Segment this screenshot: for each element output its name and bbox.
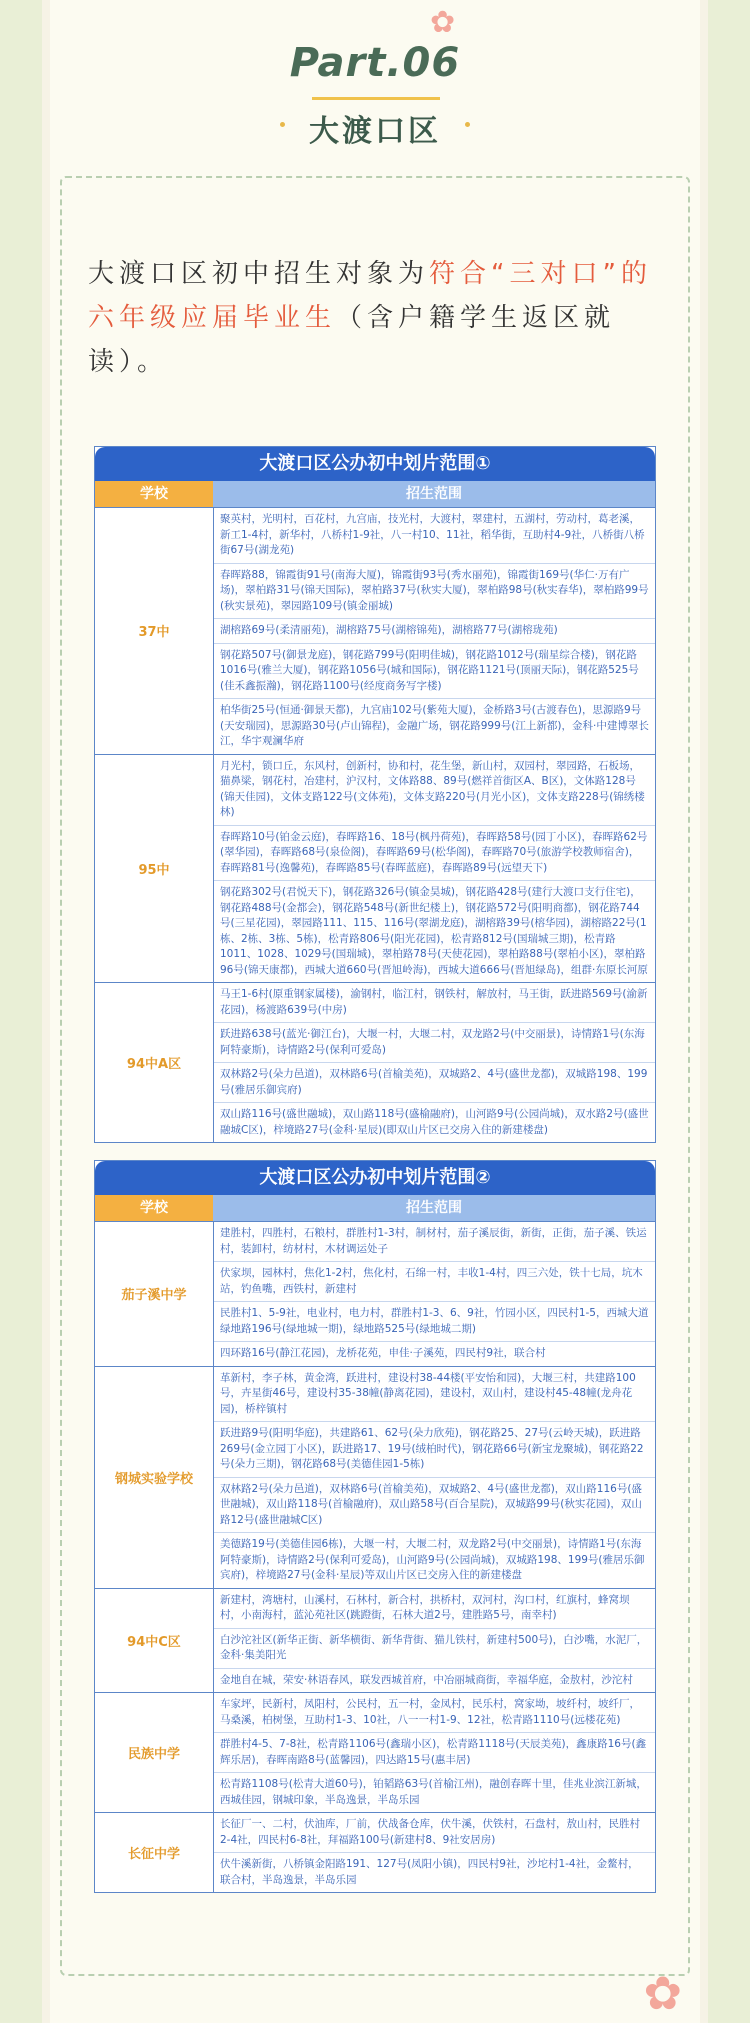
range-cell: 柏华街25号(恒通·御景天都)，九宫庙102号(紫苑大厦)，金桥路3号(古渡春色)，思源路9号(天安瑞园)，思源路30号(卢山锦程)，金融广场，钢花路999号(江上新都)，金科·中建博翠长江，华宇观澜华府 bbox=[220, 704, 649, 747]
dot-icon bbox=[465, 122, 470, 127]
table-title: 大渡口区公办初中划片范围② bbox=[95, 1161, 655, 1195]
school-name: 茄子溪中学 bbox=[95, 1222, 214, 1366]
school-name: 民族中学 bbox=[95, 1693, 214, 1812]
range-cell: 春晖路88，锦霞街91号(南海大厦)，锦霞街93号(秀水丽苑)，锦霞街169号(华仁·万有广场)，翠柏路31号(锦天国际)，翠柏路37号(秋实大厦)，翠柏路98号(秋实春华)，翠柏路99号(秋实景苑)，翠园路109号(镇金丽城) bbox=[214, 564, 655, 620]
range-cell: 伏牛溪新街，八桥镇金阳路191、127号(凤阳小镇)，四民村9社，沙坨村1-4社，金鳌村，联合村，半岛逸景，半岛乐园 bbox=[220, 1858, 639, 1886]
range-cell: 湖榕路69号(柔清丽苑)，湖榕路75号(湖榕锦苑)，湖榕路77号(湖榕珑苑) bbox=[214, 619, 655, 644]
table-header bbox=[95, 481, 655, 507]
range-cell: 双林路2号(朵力邑道)，双林路6号(首榆美苑)，双城路2、4号(盛世龙都)，双城路198、199号(雅居乐御宾府) bbox=[214, 1063, 655, 1103]
table-title: 大渡口区公办初中划片范围① bbox=[95, 447, 655, 481]
range-cell: 金地自在城，荣安·林语春风，联发西城首府，中冶丽城商街，幸福华庭，金敖村，沙沱村 bbox=[220, 1673, 633, 1686]
range-cell: 白沙沱社区(新华正街、新华横街、新华背街、猫儿铁村，新建村500号)，白沙嘴，水泥厂，金科·集美阳光 bbox=[214, 1629, 655, 1669]
range-cell: 春晖路10号(铂金云庭)，春晖路16、18号(枫丹荷苑)，春晖路58号(园丁小区)，春晖路62号(翠华园)，春晖路68号(泉俭阁)，春晖路69号(松华阁)，春晖路70号(旅游学校教师宿舍)，春晖路81号(逸馨苑)，春晖路85号(春晖蓝庭)，春晖路89号(远望天下) bbox=[214, 826, 655, 882]
school-name: 37中 bbox=[95, 508, 214, 754]
school-name: 钢城实验学校 bbox=[95, 1367, 214, 1588]
header-range: 招生范围 bbox=[213, 481, 655, 507]
range-cell: 双林路2号(朵力邑道)，双林路6号(首榆美苑)，双城路2、4号(盛世龙都)，双山路116号(盛世融城)，双山路118号(首榆融府)，双山路58号(百合星院)，双城路99号(秋实花园)，双山路12号(盛世融城C区) bbox=[214, 1478, 655, 1534]
range-cell: 伏家坝，园林村，焦化1-2村，焦化村，石绵一村，丰收1-4村，四三六处，铁十七局，坑木站，钓鱼嘴，西铁村，新建村 bbox=[214, 1262, 655, 1302]
range-cell: 跃进路638号(蓝光·御江台)，大堰一村，大堰二村，双龙路2号(中交丽景)，诗情路1号(东海阿特豪斯)，诗情路2号(保利可爱岛) bbox=[214, 1023, 655, 1063]
school-name: 长征中学 bbox=[95, 1813, 214, 1892]
table-row bbox=[95, 754, 655, 983]
range-cell: 马王1-6村(原重钢家属楼)，渝钢村，临江村，钢铁村，解放村，马王街，跃进路569号(渝新花园)，杨渡路639号(中房) bbox=[214, 983, 655, 1023]
table-row bbox=[95, 1588, 655, 1693]
range-cell: 长征厂一、二村，伏油库，厂前，伏战备仓库，伏牛溪，伏铁村，石盘村，敖山村，民胜村2-4社，四民村6-8社，拜福路100号(新建村8、9社安居房) bbox=[214, 1813, 655, 1853]
range-cell: 革新村，李子林，黄金湾，跃进村，建设村38-44楼(平安怡和园)，大堰三村，共建路100号，卉星街46号，建设村35-38幢(静离花园)，建设村，双山村，建设村45-48幢(龙舟花园)，桥梓镇村 bbox=[214, 1367, 655, 1423]
table-row bbox=[95, 1221, 655, 1366]
school-name: 94中C区 bbox=[95, 1589, 214, 1693]
header-school: 学校 bbox=[95, 481, 213, 507]
range-cell: 聚英村，光明村，百花村，九宫庙，技光村，大渡村，翠建村，五湖村，劳动村，葛老溪，新工1-4村，新华村，八桥村1-9社，八一村10、11社，稻华街，互助村4-9社，八桥街八桥街67号(湖龙苑) bbox=[214, 508, 655, 564]
intro-paragraph bbox=[88, 252, 668, 384]
range-cell: 群胜村4-5、7-8社，松青路1106号(鑫瑞小区)，松青路1118号(天辰美苑)，鑫康路16号(鑫辉乐居)，春晖南路8号(蓝馨园)，四达路15号(惠丰居) bbox=[214, 1733, 655, 1773]
header-range: 招生范围 bbox=[213, 1195, 655, 1221]
intro-highlight: 符合“三对口”的六年级应届毕业生 bbox=[88, 259, 652, 333]
range-cell: 钢花路507号(御景龙庭)，钢花路799号(阳明佳城)，钢花路1012号(瑞星综合楼)，钢花路1016号(雅兰大厦)，钢花路1056号(城和国际)，钢花路1121号(顶丽天际)，钢花路525号(佳禾鑫振瀚)，钢花路1100号(经度商务写字楼) bbox=[214, 644, 655, 700]
header-school: 学校 bbox=[95, 1195, 213, 1221]
range-cell: 双山路116号(盛世融城)，双山路118号(盛榆融府)，山河路9号(公园尚城)，双水路2号(盛世融城C区)，梓境路27号(金科·星辰)(即双山片区已交房入住的新建楼盘) bbox=[220, 1108, 649, 1136]
part-label: Part.06 bbox=[289, 40, 461, 86]
table-row bbox=[95, 507, 655, 754]
range-cell: 松青路1108号(松青大道60号)，铂韬路63号(首榆江州)，融创春晖十里，佳兆业滨江新城，西城佳园，钢城印象，半岛逸景，半岛乐园 bbox=[220, 1778, 647, 1806]
school-name: 95中 bbox=[95, 755, 214, 983]
section-title: 大渡口区 bbox=[309, 114, 441, 149]
table-row bbox=[95, 1692, 655, 1812]
range-cell: 钢花路302号(君悦天下)，钢花路326号(镇金昊城)，钢花路428号(建行大渡口支行住宅)，钢花路488号(金都会)，钢花路548号(新世纪楼上)，钢花路572号(阳明商都)，钢花路744号(三星花园)，翠园路111、115、116号(翠湖龙庭)，湖榕路39号(榕华园)，湖榕路22号(1栋、2栋、3栋、5栋)，松青路806号(阳光花园)，松青路812号(国瑞城三期)，松青路1011、1028、1029号(国瑞城)，翠柏路78号(天使花园)，翠柏路88号(翠柏小区)，翠柏路96号(锦天康都)，西城大道660号(晋旭岭海)，西城大道666号(晋旭绿岛)，组群·东原长河原 bbox=[220, 886, 648, 976]
school-name: 94中A区 bbox=[95, 983, 214, 1142]
range-cell: 跃进路9号(阳明华庭)，共建路61、62号(朵力欣苑)，钢花路25、27号(云岭天城)，跃进路269号(金立园丁小区)，跃进路17、19号(绒柏时代)，钢花路66号(新宝龙聚城)，钢花路22号(朵力三期)，钢花路68号(美德佳园1-5栋) bbox=[214, 1422, 655, 1478]
table-row bbox=[95, 1366, 655, 1588]
range-cell: 车家坪，民新村，凤阳村，公民村，五一村，金凤村，民乐村，窝家坳，坡纤村，坡纤厂，马桑溪，柏树堡，互助村1-3、10社，八一一村1-9、12社，松青路1110号(远楼花苑) bbox=[214, 1693, 655, 1733]
range-cell: 美德路19号(美德佳园6栋)，大堰一村，大堰二村，双龙路2号(中交丽景)，诗情路1号(东海阿特豪斯)，诗情路2号(保利可爱岛)，山河路9号(公园尚城)，双城路198、199号(雅居乐御宾府)，梓境路27号(金科·星辰)等双山片区已交房入住的新建楼盘 bbox=[220, 1538, 645, 1581]
part-underline bbox=[312, 97, 440, 100]
content-card bbox=[50, 0, 700, 2023]
flower-icon: ✿ bbox=[430, 5, 456, 40]
intro-text-after: （含户籍学生返区就读）。 bbox=[88, 303, 616, 377]
flower-icon: ✿ bbox=[643, 1966, 682, 2020]
section-header bbox=[50, 0, 700, 170]
left-band bbox=[0, 0, 42, 2023]
range-cell: 民胜村1、5-9社，电业村，电力村，群胜村1-3、6、9社，竹园小区，四民村1-5，西城大道绿地路196号(绿地城一期)，绿地路525号(绿地城二期) bbox=[214, 1302, 655, 1342]
table-row bbox=[95, 982, 655, 1142]
range-cell: 建胜村，四胜村，石粮村，群胜村1-3村，制材村，茄子溪辰街，新街，正街，茄子溪、铁运村，装卸村，纺材村，木材调运处子 bbox=[214, 1222, 655, 1262]
right-band bbox=[708, 0, 750, 2023]
range-table-2 bbox=[94, 1160, 656, 1893]
range-cell: 新建村，湾塘村，山溪村，石林村，新合村，拱桥村，双河村，沟口村，红旗村，蜂窝坝村，小南海村，蓝沁苑社区(跳蹬街，石林大道2号，建胜路5号，南幸村) bbox=[214, 1589, 655, 1629]
range-table-1 bbox=[94, 446, 656, 1143]
table-row bbox=[95, 1812, 655, 1892]
intro-text-before: 大渡口区初中招生对象为 bbox=[88, 259, 430, 289]
range-cell: 四环路16号(静江花园)，龙桥花苑，申佳·子溪苑，四民村9社，联合村 bbox=[220, 1347, 546, 1359]
table-header bbox=[95, 1195, 655, 1221]
range-cell: 月光村，锁口丘，东风村，创新村，协和村，花生堡，新山村，双园村，翠园路，石板场，猫鼻梁，钢花村，冶建村，沪汉村，文体路88、89号(燃祥首街区A、B区)，文体路128号(锦天佳园)，文体支路122号(文体苑)，文体支路220号(月光小区)，文体支路228号(锦绣楼林) bbox=[214, 755, 655, 826]
